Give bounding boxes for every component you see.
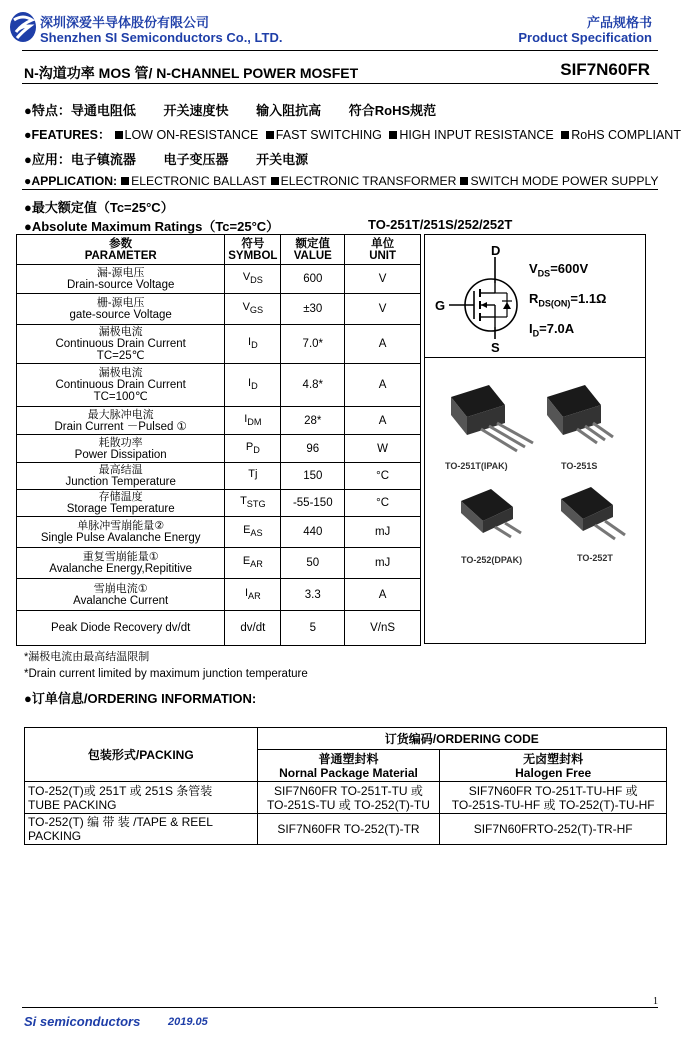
application-en-item: ELECTRONIC TRANSFORMER	[280, 174, 457, 188]
packing-cell: TO-252(T)或 251T 或 251S 条管装 TUBE PACKING	[25, 782, 258, 814]
param-cell: 漏极电流 Continuous Drain Current TC=100℃	[17, 364, 225, 407]
bullet-square-icon	[389, 131, 397, 139]
symbol-cell: $E_{AS}$	[225, 517, 281, 548]
value-cell: 7.0*	[281, 325, 345, 364]
halogen-free-header: 无卤塑封料 Halogen Free	[440, 750, 667, 782]
features-cn	[24, 100, 436, 119]
id-spec: $I_D=7.0A$	[529, 321, 575, 339]
table-header-row	[17, 235, 421, 265]
param-cell: 雪崩电流① Avalanche Current	[17, 579, 225, 611]
unit-cell: °C	[345, 463, 421, 490]
package-label: TO-251T(IPAK)	[445, 461, 508, 471]
unit-cell: V	[345, 294, 421, 325]
footer-divider	[22, 1007, 658, 1008]
normal-material-header: 普通塑封料 Nornal Package Material	[257, 750, 440, 782]
table-row	[17, 463, 421, 490]
param-cell: 重复雪崩能量① Avalanche Energy,Repititive	[17, 548, 225, 579]
ratings-heading-cn: ●最大额定值（Tc=25°C）	[24, 200, 174, 215]
symbol-cell: $I_{DM}$	[225, 407, 281, 435]
application-cn	[24, 149, 308, 168]
param-cell: 栅-源电压 gate-source Voltage	[17, 294, 225, 325]
application-en-item: ELECTRONIC BALLAST	[131, 174, 267, 188]
feature-en-item: RoHS COMPLIANT	[571, 128, 681, 142]
symbol-cell: $V_{GS}$	[225, 294, 281, 325]
spec-title-en: Product Specification	[518, 30, 652, 45]
value-cell: 96	[281, 435, 345, 463]
symbol-cell: $I_{AR}$	[225, 579, 281, 611]
unit-cell: V/nS	[345, 611, 421, 646]
normal-code-cell: SIF7N60FR TO-251T-TU 或 TO-251S-TU 或 TO-252(T)-TU	[257, 782, 440, 814]
package-to252t-image	[555, 483, 635, 545]
col-header-value: 额定值 VALUE	[281, 235, 345, 265]
symbol-cell: dv/dt	[225, 611, 281, 646]
feature-cn-item: 输入阻抗高	[256, 103, 322, 118]
device-summary-box	[424, 234, 646, 644]
value-cell: 50	[281, 548, 345, 579]
table-row	[17, 611, 421, 646]
table-row	[17, 517, 421, 548]
table-row	[17, 435, 421, 463]
value-cell: 440	[281, 517, 345, 548]
footer-brand: Si semiconductors	[24, 1014, 141, 1029]
package-label: TO-252T	[577, 553, 613, 563]
table-row	[17, 265, 421, 294]
ratings-heading-en: ●Absolute Maximum Ratings（Tc=25°C）	[24, 219, 280, 234]
feature-cn-item: 开关速度快	[163, 103, 229, 118]
unit-cell: °C	[345, 490, 421, 517]
normal-code-cell: SIF7N60FR TO-252(T)-TR	[257, 814, 440, 845]
bullet-square-icon	[121, 177, 129, 185]
pin-g-label: G	[435, 298, 446, 313]
feature-en-item: HIGH INPUT RESISTANCE	[399, 128, 554, 142]
unit-cell: A	[345, 579, 421, 611]
box-divider	[425, 357, 645, 358]
note-cn: *漏极电流由最高结温限制	[24, 651, 150, 663]
value-cell: ±30	[281, 294, 345, 325]
value-cell: 5	[281, 611, 345, 646]
unit-cell: W	[345, 435, 421, 463]
document-title: N-沟道功率 MOS 管/ N-CHANNEL POWER MOSFET	[24, 65, 359, 81]
param-cell: 最大脉冲电流 Drain Current －Pulsed ①	[17, 407, 225, 435]
feature-cn-item: 符合RoHS规范	[348, 103, 437, 118]
package-to251s-image	[543, 383, 633, 453]
param-cell: 最高结温 Junction Temperature	[17, 463, 225, 490]
value-cell: 4.8*	[281, 364, 345, 407]
package-heading: TO-251T/251S/252/252T	[368, 217, 513, 232]
packing-cell: TO-252(T) 编 带 装 /TAPE & REEL PACKING	[25, 814, 258, 845]
param-cell: 漏极电流 Continuous Drain Current TC=25℃	[17, 325, 225, 364]
package-label: TO-252(DPAK)	[461, 555, 523, 565]
value-cell: 600	[281, 265, 345, 294]
application-divider	[22, 189, 658, 190]
company-logo	[8, 8, 38, 46]
page-number: 1	[653, 996, 658, 1007]
param-cell: Peak Diode Recovery dv/dt	[17, 611, 225, 646]
value-cell: 150	[281, 463, 345, 490]
table-row	[17, 294, 421, 325]
col-header-parameter: 参数 PARAMETER	[17, 235, 225, 265]
unit-cell: A	[345, 364, 421, 407]
unit-cell: A	[345, 325, 421, 364]
bullet-square-icon	[266, 131, 274, 139]
value-cell: 28*	[281, 407, 345, 435]
absolute-max-ratings-table	[16, 234, 421, 646]
footer-date: 2019.05	[168, 1016, 208, 1028]
symbol-cell: $T_{STG}$	[225, 490, 281, 517]
bullet-square-icon	[460, 177, 468, 185]
unit-cell: mJ	[345, 548, 421, 579]
header-divider	[22, 50, 658, 51]
table-row	[25, 814, 667, 845]
table-row	[17, 407, 421, 435]
ordering-table	[24, 727, 667, 845]
ordering-heading: ●订单信息/ORDERING INFORMATION:	[24, 691, 257, 706]
symbol-cell: $I_D$	[225, 325, 281, 364]
table-row	[17, 579, 421, 611]
param-cell: 耗散功率 Power Dissipation	[17, 435, 225, 463]
application-cn-label: ●应用：	[24, 152, 71, 167]
package-to251t-image	[447, 383, 537, 457]
application-en-label: ●APPLICATION:	[24, 174, 118, 188]
title-divider	[22, 83, 658, 84]
application-cn-item: 开关电源	[256, 152, 309, 167]
package-to252-image	[455, 485, 535, 547]
package-label: TO-251S	[561, 461, 598, 471]
halogen-code-cell: SIF7N60FR TO-251T-TU-HF 或 TO-251S-TU-HF 或 TO-252(T)-TU-HF	[440, 782, 667, 814]
spec-title-cn: 产品规格书	[586, 15, 652, 30]
feature-cn-item: 导通电阻低	[70, 103, 136, 118]
symbol-cell: $E_{AR}$	[225, 548, 281, 579]
param-cell: 单脉冲雪崩能量② Single Pulse Avalanche Energy	[17, 517, 225, 548]
symbol-cell: $I_D$	[225, 364, 281, 407]
col-header-symbol: 符号 SYMBOL	[225, 235, 281, 265]
features-en	[24, 125, 681, 143]
pin-s-label: S	[491, 340, 500, 354]
features-cn-label: ●特点：	[24, 103, 71, 118]
symbol-cell: $V_{DS}$	[225, 265, 281, 294]
param-cell: 存储温度 Storage Temperature	[17, 490, 225, 517]
col-header-unit: 单位 UNIT	[345, 235, 421, 265]
table-row	[17, 548, 421, 579]
feature-en-item: FAST SWITCHING	[275, 128, 382, 142]
mosfet-symbol-icon	[429, 239, 529, 354]
unit-cell: V	[345, 265, 421, 294]
feature-en-item: LOW ON-RESISTANCE	[124, 128, 259, 142]
symbol-cell: $P_D$	[225, 435, 281, 463]
pin-d-label: D	[491, 243, 501, 258]
part-number: SIF7N60FR	[560, 60, 650, 79]
application-cn-item: 电子镇流器	[70, 152, 136, 167]
application-en	[24, 174, 658, 188]
param-cell: 漏-源电压 Drain-source Voltage	[17, 265, 225, 294]
bullet-square-icon	[561, 131, 569, 139]
unit-cell: A	[345, 407, 421, 435]
table-row	[25, 782, 667, 814]
bullet-square-icon	[271, 177, 279, 185]
unit-cell: mJ	[345, 517, 421, 548]
company-name-en: Shenzhen SI Semiconductors Co., LTD.	[40, 30, 283, 45]
ordering-code-header: 订货编码/ORDERING CODE	[257, 728, 666, 750]
application-en-item: SWITCH MODE POWER SUPPLY	[470, 174, 659, 188]
rds-on-spec: $R_{DS(ON)}=1.1\Omega$	[529, 291, 607, 309]
table-row	[17, 490, 421, 517]
table-row	[17, 325, 421, 364]
value-cell: 3.3	[281, 579, 345, 611]
application-cn-item: 电子变压器	[163, 152, 229, 167]
bullet-square-icon	[115, 131, 123, 139]
features-en-label: ●FEATURES：	[24, 128, 111, 142]
company-name-cn: 深圳深爱半导体股份有限公司	[40, 15, 210, 30]
halogen-code-cell: SIF7N60FRTO-252(T)-TR-HF	[440, 814, 667, 845]
vds-spec: $V_{DS}=600V$	[529, 261, 589, 279]
table-row	[17, 364, 421, 407]
packing-header: 包装形式/PACKING	[25, 728, 258, 782]
value-cell: -55-150	[281, 490, 345, 517]
symbol-cell: Tj	[225, 463, 281, 490]
note-en: *Drain current limited by maximum junction temperature	[24, 668, 308, 680]
